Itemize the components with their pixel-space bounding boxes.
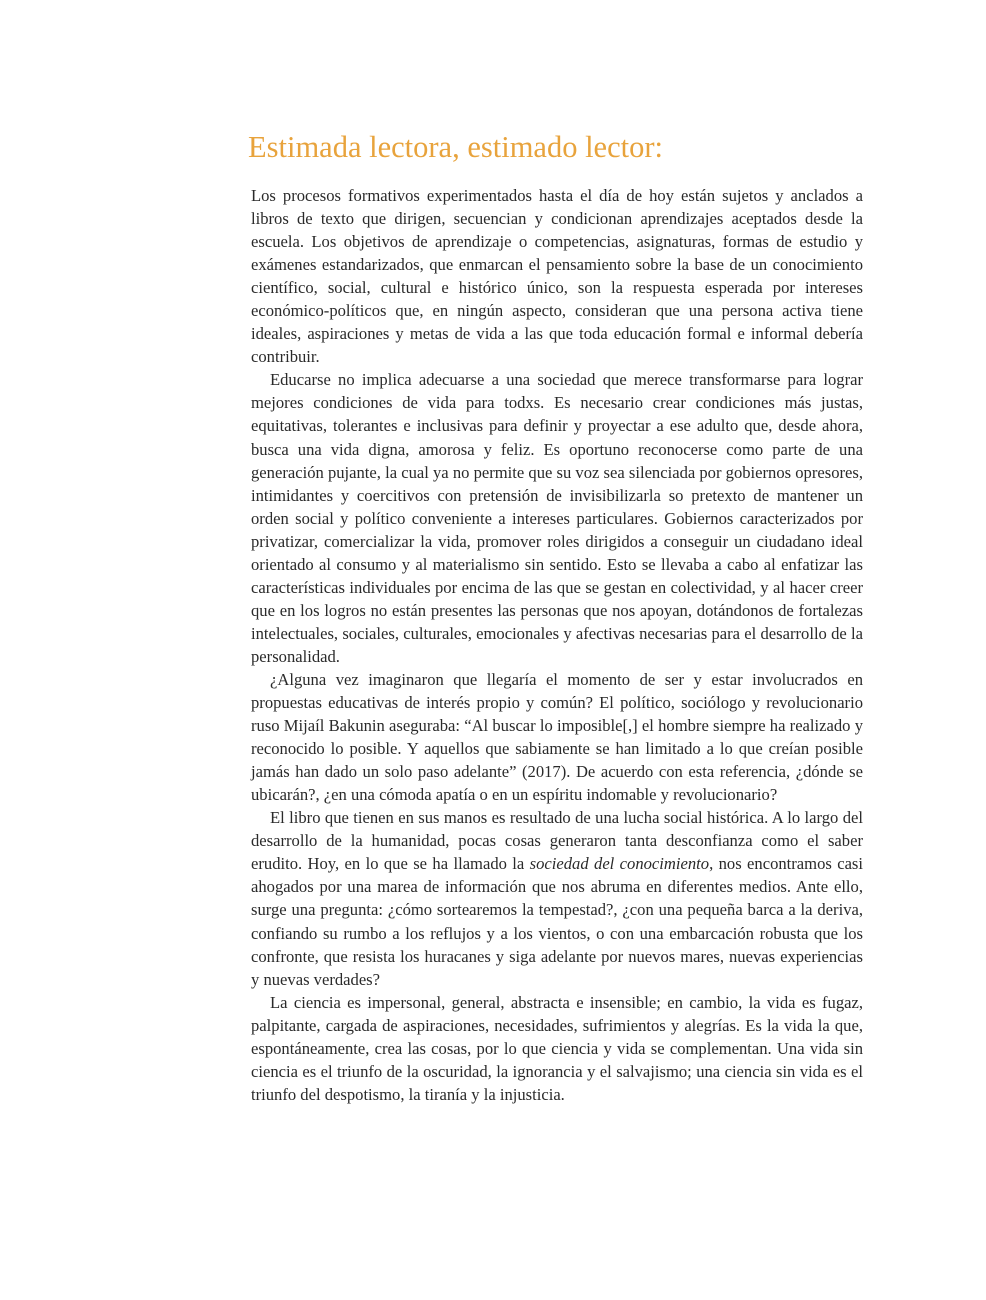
- page-title: Estimada lectora, estimado lector:: [248, 130, 663, 164]
- paragraph-5: La ciencia es impersonal, general, abstracta e insensible; en cambio, la vida es fugaz, palpitante, cargada de aspiraciones, necesidades, sufrimientos y alegrías. Es la vida la que, espontáneamente, crea las cosas, por lo que ciencia y vida se complementan. Una vida sin ciencia es el triunfo de la oscuridad, la ignorancia y el salvajismo; una ciencia sin vida es el triunfo del despotismo, la tiranía y la injusticia.: [251, 992, 863, 1104]
- paragraph-2: Educarse no implica adecuarse a una sociedad que merece transformarse para lograr mejores condiciones de vida para todxs. Es necesario crear condiciones más justas, equitativas, tolerantes e inclusivas para definir y proyectar a ese adulto que, desde ahora, busca una vida digna, amorosa y feliz. Es oportuno reconocerse como parte de una generación pujante, la cual ya no permite que su voz sea silenciada por gobiernos opresores, intimidantes y coercitivos con pretensión de invisibilizarla so pretexto de mantener un orden social y político conveniente a intereses particulares. Gobiernos caracterizados por privatizar, comercializar la vida, promover roles dirigidos a conseguir un ciudadano ideal orientado al consumo y al materialismo sin sentido. Esto se llevaba a cabo al enfatizar las características individuales por encima de las que se gestan en colectividad, y al hacer creer que en los logros no están presentes las personas que nos apoyan, dotándonos de fortalezas intelectuales, sociales, culturales, emocionales y afectivas necesarias para el desarrollo de la personalidad.: [251, 370, 863, 666]
- paragraph-4-text-end: , nos encontramos casi ahogados por una marea de información que nos abruma en diferentes medios. Ante ello, surge una pregunta: ¿cómo sortearemos la tempestad?, ¿con una pequeña barca a la deriva, confiando su rumbo a los reflujos y a los vientos, o con una embarcación robusta que los confronte, que resista los huracanes y siga adelante por nuevos mares, nuevas experiencias y nuevas verdades?: [251, 854, 863, 989]
- letter-body: [251, 184, 863, 1106]
- paragraph-4: [251, 806, 863, 990]
- paragraph-1: Los procesos formativos experimentados hasta el día de hoy están sujetos y anclados a libros de texto que dirigen, secuencian y condicionan aprendizajes aceptados desde la escuela. Los objetivos de aprendizaje o competencias, asignaturas, formas de estudio y exámenes estandarizados, que enmarcan el pensamiento sobre la base de un conocimiento científico, social, cultural e histórico único, son la respuesta esperada por intereses económico-políticos que, en ningún aspecto, consideran que una persona activa tiene ideales, aspiraciones y metas de vida a las que toda educación formal e informal debería contribuir.: [251, 186, 863, 367]
- italic-term: sociedad del conocimiento: [529, 854, 710, 874]
- paragraph-3: ¿Alguna vez imaginaron que llegaría el momento de ser y estar involucrados en propuestas educativas de interés propio y común? El político, sociólogo y revolucionario ruso Mijaíl Bakunin aseguraba: “Al buscar lo imposible[,] el hombre siempre ha realizado y reconocido lo posible. Y aquellos que sabiamente se han limitado a lo que creían posible jamás han dado un solo paso adelante” (2017). De acuerdo con esta referencia, ¿dónde se ubicarán?, ¿en una cómoda apatía o en un espíritu indomable y revolucionario?: [251, 669, 863, 805]
- paragraph-4-text-start: El libro que tienen en sus manos es resultado de una lucha social histórica. A lo largo del desarrollo de la humanidad, pocas cosas generaron tanta desconfianza como el saber erudito. Hoy, en lo que se ha llamado la: [251, 808, 863, 874]
